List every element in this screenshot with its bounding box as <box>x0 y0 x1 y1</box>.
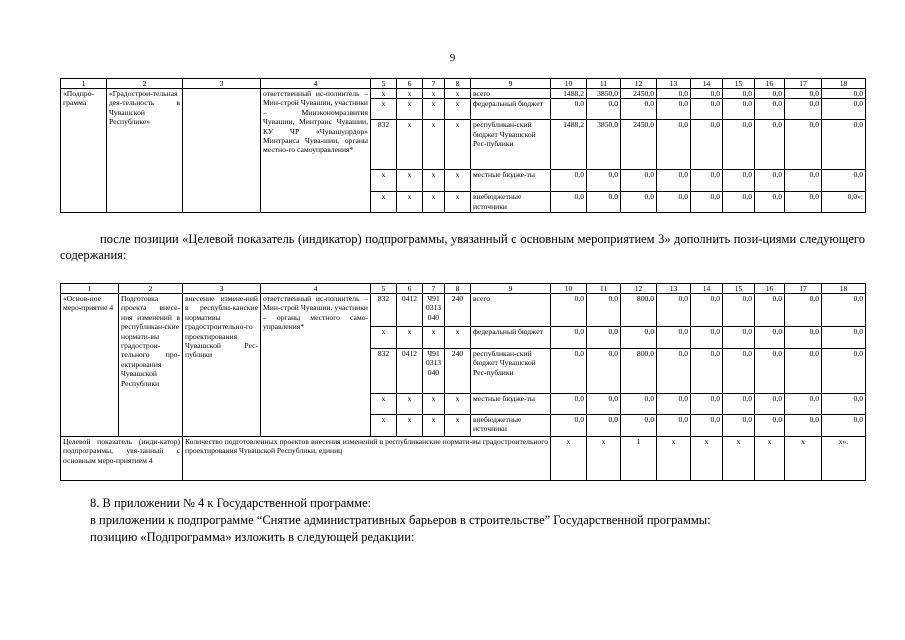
name-cell: «Градострои-тельная дея-тельность в Чувашской Республике» <box>107 89 183 213</box>
expense-type-cell: x <box>445 170 471 192</box>
amount-cell: 0,0 <box>587 294 621 327</box>
target-article-cell: x <box>423 415 445 437</box>
amount-cell: 0,0 <box>621 99 657 120</box>
amount-cell: 0,0 <box>587 394 621 415</box>
amount-cell: 0,0 <box>691 415 723 437</box>
amount-cell: 0,0 <box>822 394 866 415</box>
amount-cell: 0,0 <box>657 170 691 192</box>
amount-cell: 0,0 <box>822 327 866 349</box>
amount-cell: 0,0 <box>587 415 621 437</box>
amount-cell: 0,0 <box>691 192 723 213</box>
amount-cell: 0,0 <box>621 192 657 213</box>
amount-cell: 0,0 <box>587 99 621 120</box>
column-number: 7 <box>423 79 445 89</box>
column-number: 18 <box>822 79 866 89</box>
amount-cell: 0,0 <box>785 415 822 437</box>
amount-cell: 2450,0 <box>621 89 657 99</box>
amount-cell: 0,0 <box>587 192 621 213</box>
column-number: 16 <box>755 79 785 89</box>
funding-source-cell: федеральный бюджет <box>471 99 551 120</box>
column-number: 10 <box>551 284 587 294</box>
funding-source-cell: всего <box>471 294 551 327</box>
amount-cell: 0,0 <box>723 415 755 437</box>
amount-cell: 0,0 <box>621 170 657 192</box>
amount-cell: 0,0 <box>755 89 785 99</box>
expense-type-cell: x <box>445 99 471 120</box>
amount-cell: 0,0 <box>755 415 785 437</box>
column-number: 13 <box>657 79 691 89</box>
expense-type-cell: 240 <box>445 349 471 394</box>
target-article-cell: Ч91 0313 040 <box>423 294 445 327</box>
amount-cell: 0,0 <box>723 120 755 170</box>
funding-source-cell: местные бюдже-ты <box>471 170 551 192</box>
funding-table-subprogram <box>60 78 866 213</box>
amount-cell: 0,0 <box>785 394 822 415</box>
target-indicator-label: Целевой показатель (инди-катор) подпрограммы, увя-занный с основным меро-приятием 4 <box>61 437 183 481</box>
amount-cell: 0,0 <box>755 192 785 213</box>
grbs-code-cell: 832 <box>371 120 397 170</box>
amount-cell: 0,0 <box>723 192 755 213</box>
grbs-code-cell: x <box>371 170 397 192</box>
amount-cell: 0,0 <box>723 349 755 394</box>
amount-cell: 0,0 <box>785 192 822 213</box>
amount-cell: 0,0 <box>785 89 822 99</box>
amount-cell: 0,0 <box>755 120 785 170</box>
amount-cell: 0,0 <box>657 349 691 394</box>
grbs-code-cell: x <box>371 415 397 437</box>
amount-cell: 0,0 <box>551 294 587 327</box>
amount-cell: 0,0 <box>723 294 755 327</box>
column-number: 12 <box>621 284 657 294</box>
expense-type-cell: x <box>445 394 471 415</box>
target-article-cell: x <box>423 89 445 99</box>
column-number: 15 <box>723 79 755 89</box>
amount-cell: 2450,0 <box>621 120 657 170</box>
column-number: 7 <box>423 284 445 294</box>
grbs-code-cell: 832 <box>371 294 397 327</box>
section-code-cell: x <box>397 327 423 349</box>
section-code-cell: 0412 <box>397 349 423 394</box>
column-number: 17 <box>785 284 822 294</box>
amount-cell: 0,0 <box>691 294 723 327</box>
amount-cell: 0,0 <box>657 89 691 99</box>
amount-cell: 0,0 <box>551 99 587 120</box>
amount-cell: 0,0 <box>723 89 755 99</box>
amount-cell: 0,0 <box>657 192 691 213</box>
amount-cell: 0,0 <box>551 349 587 394</box>
section-code-cell: x <box>397 192 423 213</box>
grbs-code-cell: 832 <box>371 349 397 394</box>
amount-cell: 0,0 <box>822 120 866 170</box>
amount-cell: 0,0 <box>755 99 785 120</box>
target-value-cell: x <box>587 437 621 481</box>
amount-cell: 0,0 <box>785 120 822 170</box>
target-article-cell: x <box>423 170 445 192</box>
target-indicator-description: Количество подготовленных проектов внесения изменений в республиканские нормати-вы градостроительного проектирования Чувашской Республики, единиц <box>183 437 551 481</box>
column-number-row <box>61 284 866 294</box>
target-article-cell: x <box>423 394 445 415</box>
target-article-cell: Ч91 0313 040 <box>423 349 445 394</box>
amount-cell: 0,0 <box>822 415 866 437</box>
grbs-code-cell: x <box>371 192 397 213</box>
expense-type-cell: x <box>445 89 471 99</box>
target-article-cell: x <box>423 327 445 349</box>
section-code-cell: x <box>397 120 423 170</box>
name-cell: Подготовка проекта внесе-ния изменений в республикан-ские нормати-вы градострои-тельного про-ектирования Чувашской Республики <box>119 294 183 437</box>
column-number: 1 <box>61 79 107 89</box>
target-value-cell: x <box>785 437 822 481</box>
amount-cell: 0,0 <box>723 394 755 415</box>
grbs-code-cell: x <box>371 327 397 349</box>
column-number: 2 <box>107 79 183 89</box>
amount-cell: 0,0 <box>755 349 785 394</box>
target-indicator-row <box>61 437 866 481</box>
appendix-subprogram-line: в приложении к подпрограмме “Снятие административных барьеров в строительстве” Государственной программы: <box>90 513 711 527</box>
funding-source-cell: республикан-ский бюджет Чувашской Рес-публики <box>471 120 551 170</box>
amount-cell: 0,0 <box>551 415 587 437</box>
amount-cell: 0,0 <box>822 170 866 192</box>
column-number: 14 <box>691 79 723 89</box>
executor-cell: ответственный ис-полнитель – Мин-строй Чувашии, участники – Минэкономразвития Чувашии, Минтранс Чувашии, КУ ЧР «Чувашупрдор» Минтранса Чува-шии, органы местно-го самоуправления* <box>261 89 371 213</box>
tasks-cell <box>183 89 261 213</box>
amount-cell: 0,0 <box>657 120 691 170</box>
column-number: 11 <box>587 79 621 89</box>
grbs-code-cell: x <box>371 99 397 120</box>
amount-cell: 0,0 <box>785 349 822 394</box>
executor-cell: ответственный ис-полнитель – Мин-строй Чувашии, участники – органы местного само-управления* <box>261 294 371 437</box>
column-number: 16 <box>755 284 785 294</box>
target-value-cell: x <box>657 437 691 481</box>
column-number: 14 <box>691 284 723 294</box>
table-row <box>61 89 866 99</box>
grbs-code-cell: x <box>371 89 397 99</box>
amount-cell: 0,0 <box>691 89 723 99</box>
funding-source-cell: федеральный бюджет <box>471 327 551 349</box>
amount-cell: 0,0 <box>621 327 657 349</box>
column-number: 13 <box>657 284 691 294</box>
insertion-instruction: после позиции «Целевой показатель (индикатор) подпрограммы, увязанный с основным мероприятием 3» дополнить пози-циями следующего содержания: <box>60 232 865 262</box>
amount-cell: 0,0 <box>822 89 866 99</box>
amount-cell: 0,0 <box>785 99 822 120</box>
column-number-row <box>61 79 866 89</box>
amount-cell: 0,0 <box>691 120 723 170</box>
column-number: 12 <box>621 79 657 89</box>
amount-cell: 0,0 <box>621 415 657 437</box>
amount-cell: 0,0 <box>657 327 691 349</box>
column-number: 8 <box>445 79 471 89</box>
expense-type-cell: x <box>445 120 471 170</box>
column-number: 10 <box>551 79 587 89</box>
status-cell: «Основ-ное меро-приятие 4 <box>61 294 119 437</box>
column-number: 3 <box>183 79 261 89</box>
amount-cell: 0,0 <box>822 294 866 327</box>
amount-cell: 0,0 <box>755 327 785 349</box>
amount-cell: 0,0 <box>691 327 723 349</box>
amount-cell: 0,0 <box>755 394 785 415</box>
amount-cell: 0,0 <box>587 349 621 394</box>
section-code-cell: x <box>397 99 423 120</box>
position-replace-line: позицию «Подпрограмма» изложить в следующей редакции: <box>90 530 415 544</box>
expense-type-cell: x <box>445 327 471 349</box>
section-code-cell: 0412 <box>397 294 423 327</box>
section-code-cell: x <box>397 394 423 415</box>
column-number: 6 <box>397 284 423 294</box>
section-code-cell: x <box>397 170 423 192</box>
amount-cell: 0,0 <box>755 170 785 192</box>
amount-cell: 0,0 <box>785 327 822 349</box>
funding-source-cell: внебюджетные источники <box>471 415 551 437</box>
column-number: 4 <box>261 79 371 89</box>
amount-cell: 0,0 <box>621 394 657 415</box>
amount-cell: 0,0 <box>587 327 621 349</box>
grbs-code-cell: x <box>371 394 397 415</box>
tasks-cell: внесение измене-ний в республи-канские нормативы градостроительно-го проектирования Чувашской Рес-публики <box>183 294 261 437</box>
amount-cell: 3850,0 <box>587 89 621 99</box>
amount-cell: 800,0 <box>621 349 657 394</box>
amount-cell: 0,0 <box>691 99 723 120</box>
amount-cell: 0,0 <box>691 394 723 415</box>
column-number: 11 <box>587 284 621 294</box>
column-number: 2 <box>119 284 183 294</box>
amount-cell: 0,0 <box>551 327 587 349</box>
target-value-cell: 1 <box>621 437 657 481</box>
column-number: 9 <box>471 79 551 89</box>
amount-cell: 0,0 <box>587 170 621 192</box>
table-row <box>61 294 866 327</box>
amount-cell: 0,0 <box>551 394 587 415</box>
status-cell: «Подпро-грамма <box>61 89 107 213</box>
amount-cell: 0,0 <box>657 415 691 437</box>
column-number: 3 <box>183 284 261 294</box>
target-value-cell: x <box>755 437 785 481</box>
expense-type-cell: x <box>445 192 471 213</box>
target-article-cell: x <box>423 99 445 120</box>
column-number: 1 <box>61 284 119 294</box>
amount-cell: 0,0 <box>551 192 587 213</box>
amount-cell: 0,0 <box>723 170 755 192</box>
section-code-cell: x <box>397 89 423 99</box>
amount-cell: 0,0 <box>755 294 785 327</box>
funding-table-main-activity-4 <box>60 283 866 481</box>
amount-cell: 800,0 <box>621 294 657 327</box>
column-number: 5 <box>371 79 397 89</box>
amount-cell: 0,0 <box>657 294 691 327</box>
amount-cell: 0,0 <box>723 99 755 120</box>
funding-source-cell: внебюджетные источники <box>471 192 551 213</box>
amount-cell: 0,0 <box>691 349 723 394</box>
amount-cell: 3850,0 <box>587 120 621 170</box>
amount-cell: 0,0»; <box>822 192 866 213</box>
target-value-cell: x <box>691 437 723 481</box>
column-number: 9 <box>471 284 551 294</box>
target-article-cell: x <box>423 120 445 170</box>
column-number: 5 <box>371 284 397 294</box>
appendix-item-8: 8. В приложении № 4 к Государственной программе: <box>90 496 372 510</box>
target-value-cell: x». <box>822 437 866 481</box>
amount-cell: 1488,2 <box>551 89 587 99</box>
amount-cell: 0,0 <box>723 327 755 349</box>
amount-cell: 0,0 <box>691 170 723 192</box>
amount-cell: 0,0 <box>657 394 691 415</box>
amount-cell: 0,0 <box>785 170 822 192</box>
column-number: 18 <box>822 284 866 294</box>
column-number: 8 <box>445 284 471 294</box>
target-value-cell: x <box>723 437 755 481</box>
amount-cell: 0,0 <box>551 170 587 192</box>
column-number: 15 <box>723 284 755 294</box>
expense-type-cell: 240 <box>445 294 471 327</box>
column-number: 17 <box>785 79 822 89</box>
amount-cell: 1488,2 <box>551 120 587 170</box>
section-code-cell: x <box>397 415 423 437</box>
column-number: 6 <box>397 79 423 89</box>
page-number: 9 <box>449 52 456 64</box>
amount-cell: 0,0 <box>657 99 691 120</box>
expense-type-cell: x <box>445 415 471 437</box>
amount-cell: 0,0 <box>822 99 866 120</box>
column-number: 4 <box>261 284 371 294</box>
funding-source-cell: республикан-ский бюджет Чувашской Рес-публики <box>471 349 551 394</box>
funding-source-cell: всего <box>471 89 551 99</box>
amount-cell: 0,0 <box>785 294 822 327</box>
funding-source-cell: местные бюдже-ты <box>471 394 551 415</box>
target-article-cell: x <box>423 192 445 213</box>
target-value-cell: x <box>551 437 587 481</box>
amount-cell: 0,0 <box>822 349 866 394</box>
